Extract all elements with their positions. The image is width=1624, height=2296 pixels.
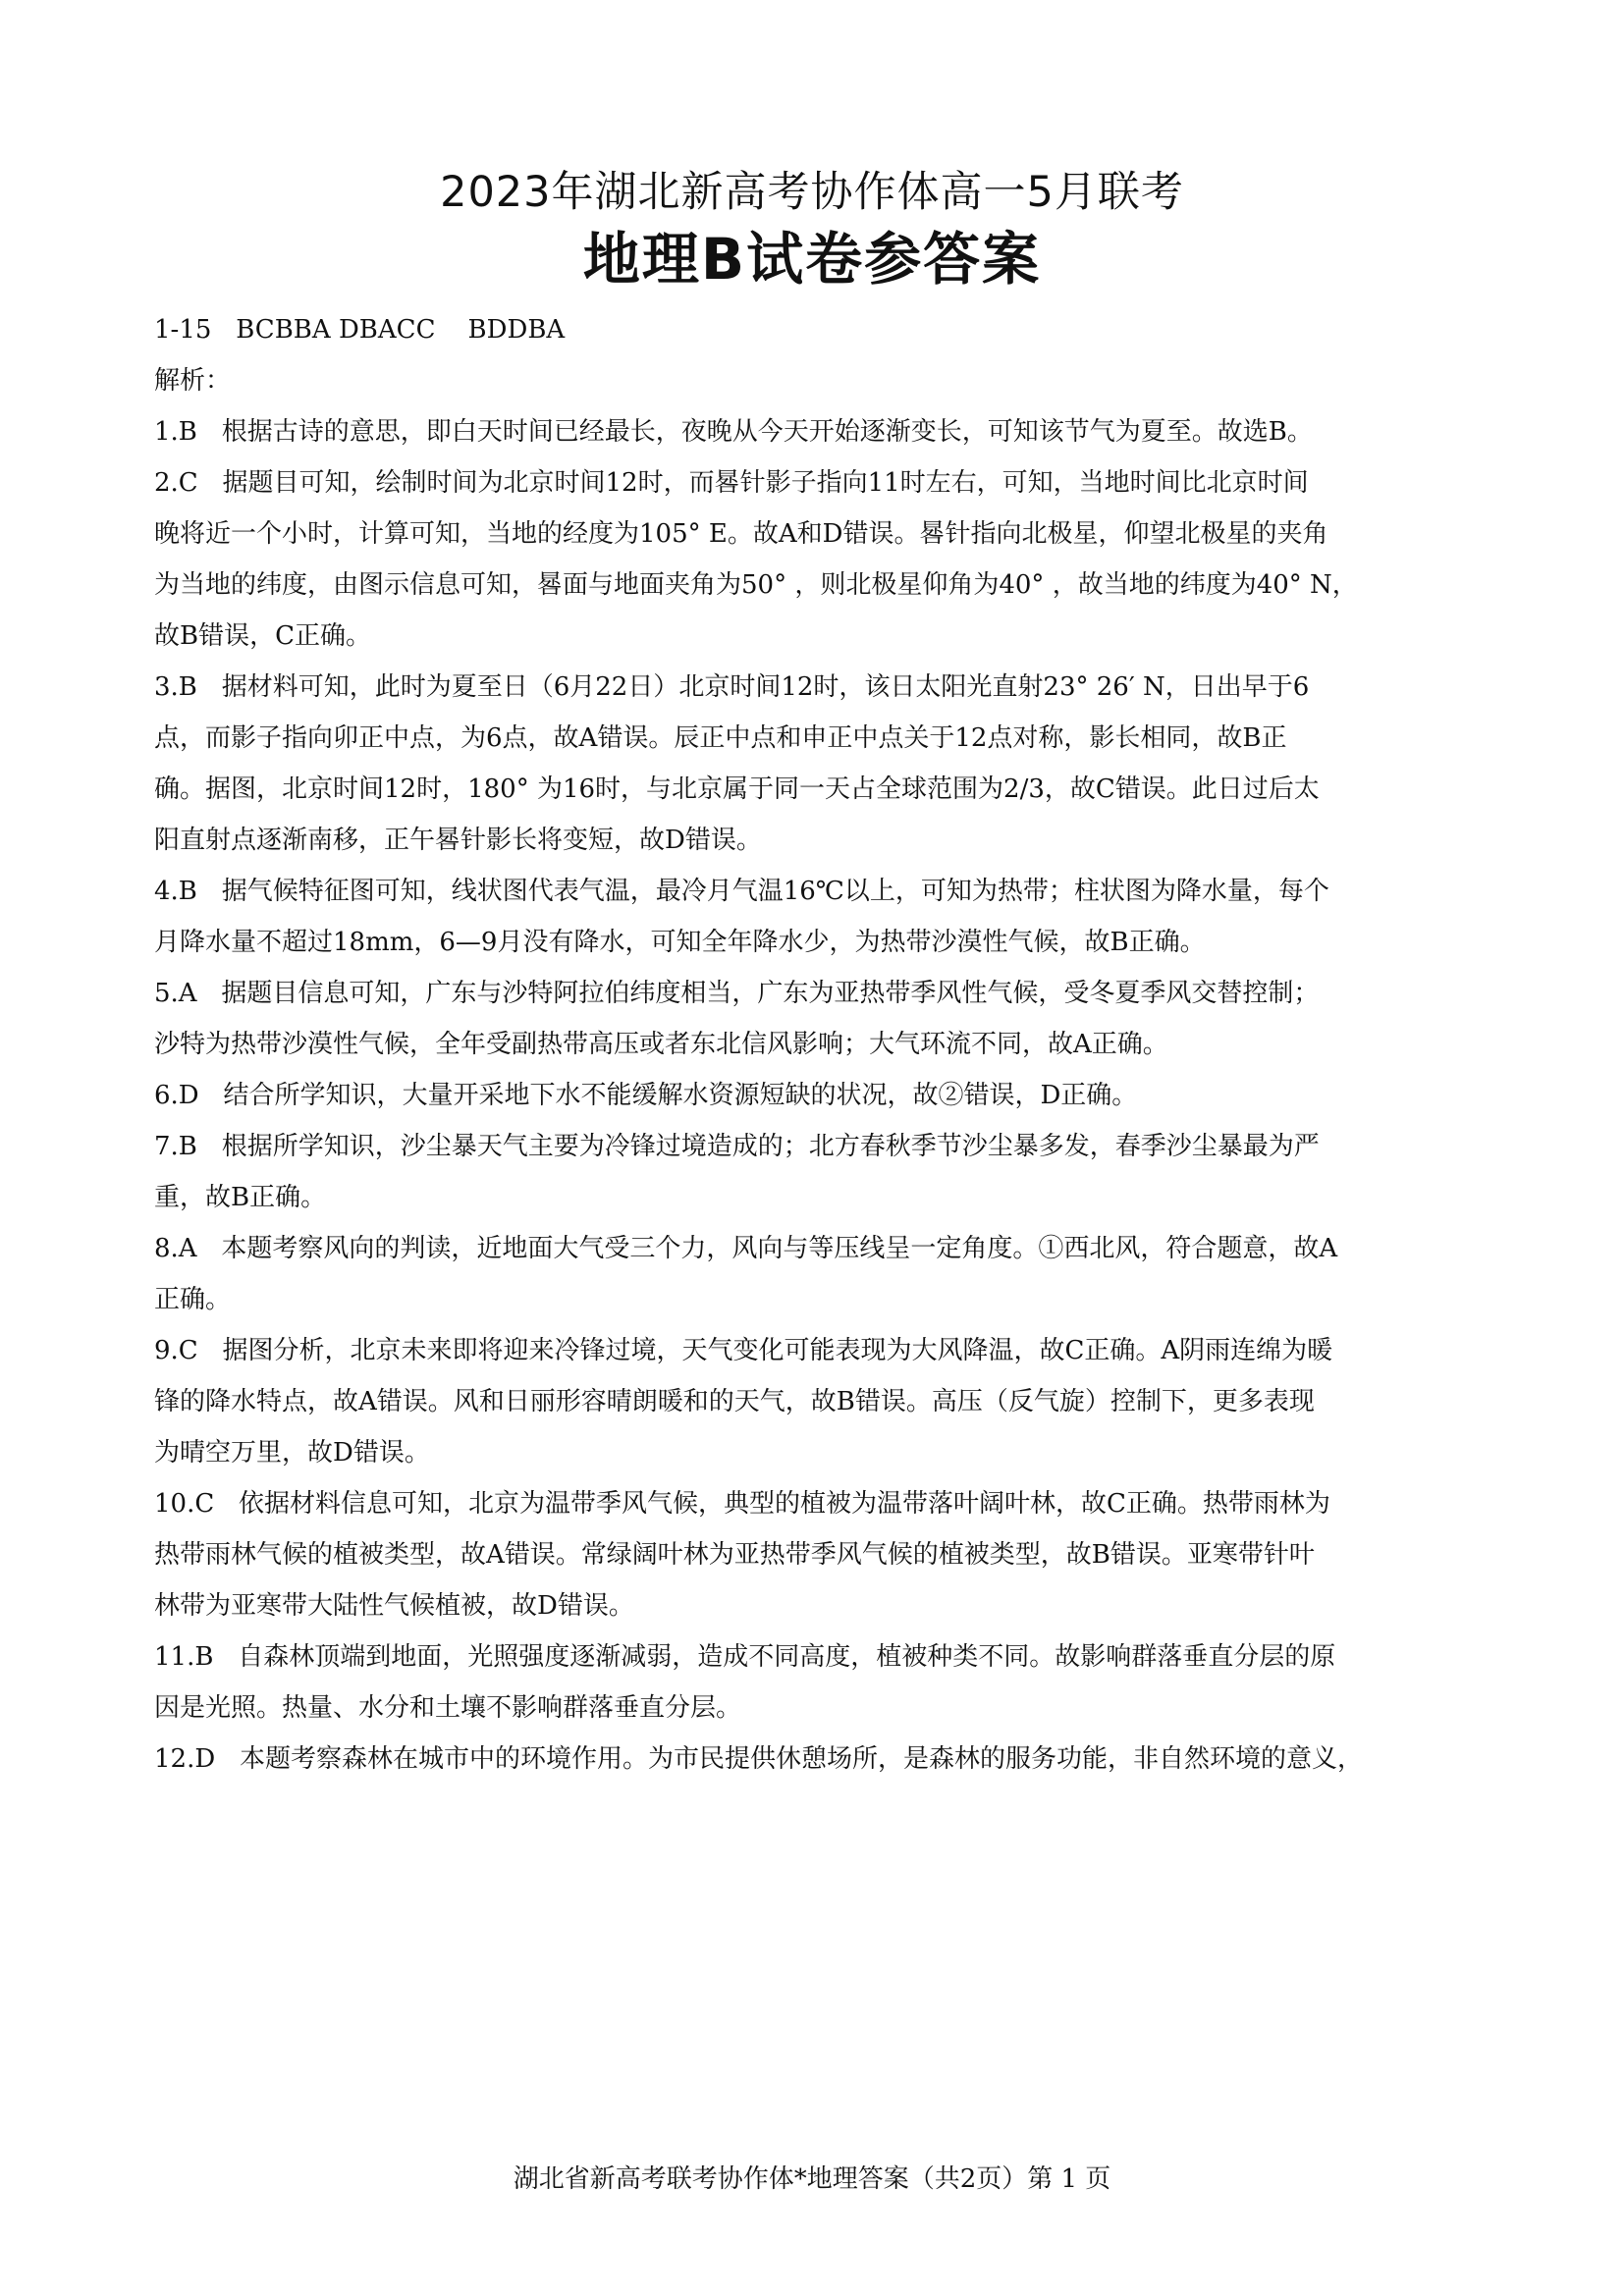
answer-line: 5.A 据题目信息可知，广东与沙特阿拉伯纬度相当，广东为亚热带季风性气候，受冬夏季风交替控制； bbox=[154, 979, 1320, 1008]
answer-paragraph bbox=[154, 1325, 1475, 1478]
answer-line: 点，而影子指向卯正中点，为6点，故A错误。辰正中点和申正中点关于12点对称，影长相同，故B正 bbox=[154, 723, 1287, 753]
answer-explanations bbox=[154, 406, 1475, 1785]
answer-paragraph bbox=[154, 406, 1475, 457]
page-footer: 湖北省新高考联考协作体*地理答案（共2页）第 1 页 bbox=[513, 2164, 1111, 2194]
answer-key-title: 地理B试卷参答案 bbox=[582, 226, 1042, 293]
answer-paragraph bbox=[154, 662, 1475, 866]
answer-line: 正确。 bbox=[154, 1285, 232, 1314]
answer-line: 6.D 结合所学知识，大量开采地下水不能缓解水资源短缺的状况，故②错误，D正确。 bbox=[154, 1081, 1138, 1110]
answer-line: 7.B 根据所学知识，沙尘暴天气主要为冷锋过境造成的；北方春秋季节沙尘暴多发，春季沙尘暴最为严 bbox=[154, 1132, 1320, 1161]
answer-paragraph bbox=[154, 1121, 1475, 1223]
answer-line: 3.B 据材料可知，此时为夏至日（6月22日）北京时间12时，该日太阳光直射23° 26′ N，日出早于6 bbox=[154, 672, 1310, 702]
answer-paragraph bbox=[154, 1631, 1475, 1734]
exam-title: 2023年湖北新高考协作体高一5月联考 bbox=[440, 168, 1184, 217]
answer-paragraph bbox=[154, 968, 1475, 1070]
answer-line: 热带雨林气候的植被类型，故A错误。常绿阔叶林为亚热带季风气候的植被类型，故B错误。亚寒带针叶 bbox=[154, 1540, 1315, 1570]
answer-line: 重，故B正确。 bbox=[154, 1183, 327, 1212]
answer-line: 锋的降水特点，故A错误。风和日丽形容晴朗暖和的天气，故B错误。高压（反气旋）控制下，更多表现 bbox=[154, 1387, 1315, 1416]
answer-paragraph bbox=[154, 1478, 1475, 1631]
answer-line: 沙特为热带沙漠性气候，全年受副热带高压或者东北信风影响；大气环流不同，故A正确。 bbox=[154, 1030, 1168, 1059]
answer-line: 林带为亚寒带大陆性气候植被，故D错误。 bbox=[154, 1591, 634, 1621]
answer-line: 为当地的纬度，由图示信息可知，晷面与地面夹角为50° ，则北极星仰角为40° ，故当地的纬度为40° N， bbox=[154, 570, 1358, 600]
answer-paragraph bbox=[154, 1070, 1475, 1121]
answer-line: 8.A 本题考察风向的判读，近地面大气受三个力，风向与等压线呈一定角度。①西北风，符合题意，故A bbox=[154, 1234, 1338, 1263]
answer-line: 确。据图，北京时间12时，180° 为16时，与北京属于同一天占全球范围为2/3，故C错误。此日过后太 bbox=[154, 774, 1320, 804]
answer-line: 11.B 自森林顶端到地面，光照强度逐渐减弱，造成不同高度，植被种类不同。故影响群落垂直分层的原 bbox=[154, 1642, 1336, 1672]
answer-line: 2.C 据题目可知，绘制时间为北京时间12时，而晷针影子指向11时左右，可知，当地时间比北京时间 bbox=[154, 468, 1309, 498]
answer-line: 9.C 据图分析，北京未来即将迎来冷锋过境，天气变化可能表现为大风降温，故C正确。A阴雨连绵为暖 bbox=[154, 1336, 1333, 1365]
answer-paragraph bbox=[154, 1223, 1475, 1325]
answer-line: 1.B 根据古诗的意思，即白天时间已经最长，夜晚从今天开始逐渐变长，可知该节气为夏至。故选B。 bbox=[154, 417, 1313, 447]
answer-key-summary: 1-15 BCBBA DBACC BDDBA bbox=[154, 315, 566, 345]
answer-line: 阳直射点逐渐南移，正午晷针影长将变短，故D错误。 bbox=[154, 826, 762, 855]
answer-paragraph bbox=[154, 866, 1475, 968]
answer-paragraph bbox=[154, 457, 1475, 662]
answer-line: 因是光照。热量、水分和土壤不影响群落垂直分层。 bbox=[154, 1693, 742, 1723]
answer-line: 晚将近一个小时，计算可知，当地的经度为105° E。故A和D错误。晷针指向北极星，仰望北极星的夹角 bbox=[154, 519, 1328, 549]
answer-line: 月降水量不超过18mm，6—9月没有降水，可知全年降水少，为热带沙漠性气候，故B正确。 bbox=[154, 928, 1206, 957]
analysis-label: 解析： bbox=[154, 366, 232, 396]
answer-line: 为晴空万里，故D错误。 bbox=[154, 1438, 430, 1468]
answer-paragraph bbox=[154, 1734, 1475, 1785]
answer-line: 10.C 依据材料信息可知，北京为温带季风气候，典型的植被为温带落叶阔叶林，故C正确。热带雨林为 bbox=[154, 1489, 1330, 1519]
answer-line: 4.B 据气候特征图可知，线状图代表气温，最冷月气温16℃以上，可知为热带；柱状图为降水量，每个 bbox=[154, 877, 1329, 906]
answer-line: 12.D 本题考察森林在城市中的环境作用。为市民提供休憩场所，是森林的服务功能，非自然环境的意义， bbox=[154, 1744, 1363, 1774]
document-body bbox=[154, 304, 1475, 1785]
answer-line: 故B错误，C正确。 bbox=[154, 621, 372, 651]
